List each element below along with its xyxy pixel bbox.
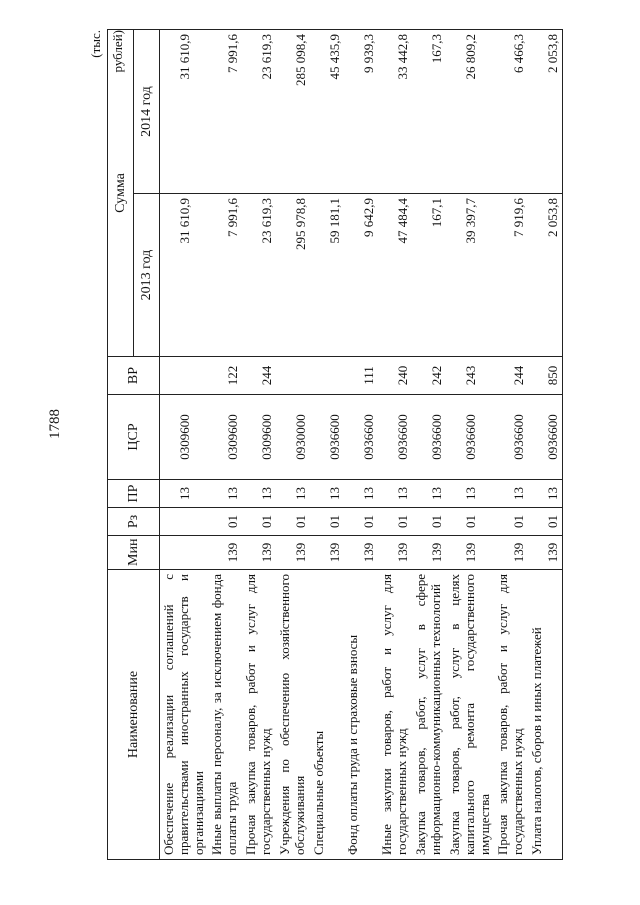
cell-name: Прочая закупка товаров, работ и услуг для государственных нужд: [242, 570, 276, 860]
table-row: [208, 30, 242, 860]
units-label: (тыс. рублей): [88, 30, 125, 73]
cell-y2014: 9 939,3: [344, 30, 378, 194]
budget-table-page: [85, 30, 640, 860]
cell-y2013: 59 181,1: [310, 194, 344, 357]
cell-y2014: 167,3: [412, 30, 446, 194]
cell-name: Иные закупки товаров, работ и услуг для государственных нужд: [378, 570, 412, 860]
table-row: [446, 30, 494, 860]
cell-y2013: 167,1: [412, 194, 446, 357]
cell-rz: 01: [528, 508, 563, 536]
cell-y2014: 33 442,8: [378, 30, 412, 194]
cell-vr: 240: [378, 357, 412, 395]
cell-name: Обеспечение реализации соглашений с правительствами иностранных государств и организациями: [160, 570, 209, 860]
cell-rz: [160, 508, 209, 536]
cell-csr: 0309600: [208, 395, 242, 480]
cell-csr: 0936600: [494, 395, 528, 480]
cell-min: 139: [378, 536, 412, 570]
cell-rz: 01: [378, 508, 412, 536]
cell-y2013: 23 619,3: [242, 194, 276, 357]
table-body: [160, 30, 563, 860]
header-csr: ЦСР: [108, 395, 160, 480]
cell-rz: 01: [344, 508, 378, 536]
table-row: [276, 30, 310, 860]
cell-csr: 0936600: [412, 395, 446, 480]
header-2014: 2014 год: [134, 30, 160, 194]
cell-name: Учреждения по обеспечению хозяйственного обслуживания: [276, 570, 310, 860]
table-row: [378, 30, 412, 860]
cell-min: 139: [344, 536, 378, 570]
cell-vr: 850: [528, 357, 563, 395]
cell-vr: 122: [208, 357, 242, 395]
cell-rz: 01: [412, 508, 446, 536]
cell-vr: 244: [242, 357, 276, 395]
cell-y2014: 26 809,2: [446, 30, 494, 194]
cell-rz: 01: [208, 508, 242, 536]
table-row: [494, 30, 528, 860]
cell-rz: 01: [310, 508, 344, 536]
table-row: [242, 30, 276, 860]
cell-csr: 0936600: [378, 395, 412, 480]
cell-y2013: 7 919,6: [494, 194, 528, 357]
cell-rz: 01: [494, 508, 528, 536]
cell-csr: 0309600: [160, 395, 209, 480]
cell-y2014: 23 619,3: [242, 30, 276, 194]
cell-vr: 244: [494, 357, 528, 395]
page-number: 1788: [47, 409, 63, 439]
cell-csr: 0309600: [242, 395, 276, 480]
cell-min: 139: [276, 536, 310, 570]
cell-name: Фонд оплаты труда и страховые взносы: [344, 570, 378, 860]
cell-rz: 01: [276, 508, 310, 536]
table-row: [412, 30, 446, 860]
cell-csr: 0936600: [344, 395, 378, 480]
cell-y2014: 285 098,4: [276, 30, 310, 194]
cell-name: Закупка товаров, работ, услуг в сфере информационно-коммуникационных технологий: [412, 570, 446, 860]
cell-name: Закупка товаров, работ, услуг в целях капитального ремонта государственного имущества: [446, 570, 494, 860]
table-row: [310, 30, 344, 860]
cell-y2013: 295 978,8: [276, 194, 310, 357]
cell-y2014: 2 053,8: [528, 30, 563, 194]
cell-min: 139: [208, 536, 242, 570]
cell-vr: 111: [344, 357, 378, 395]
cell-y2013: 39 397,7: [446, 194, 494, 357]
cell-min: 139: [310, 536, 344, 570]
cell-rz: 01: [446, 508, 494, 536]
cell-pr: 13: [208, 480, 242, 508]
cell-pr: 13: [276, 480, 310, 508]
cell-min: [160, 536, 209, 570]
cell-pr: 13: [378, 480, 412, 508]
header-rz: Рз: [108, 508, 160, 536]
header-sum: Сумма: [108, 30, 134, 357]
cell-y2014: 31 610,9: [160, 30, 209, 194]
header-vr: ВР: [108, 357, 160, 395]
cell-min: 139: [528, 536, 563, 570]
table-row: [528, 30, 563, 860]
table-row: [344, 30, 378, 860]
cell-pr: 13: [528, 480, 563, 508]
cell-csr: 0936600: [446, 395, 494, 480]
header-2013: 2013 год: [134, 194, 160, 357]
cell-min: 139: [494, 536, 528, 570]
cell-pr: 13: [412, 480, 446, 508]
cell-y2014: 7 991,6: [208, 30, 242, 194]
cell-y2014: 45 435,9: [310, 30, 344, 194]
cell-vr: [160, 357, 209, 395]
cell-name: Прочая закупка товаров, работ и услуг для государственных нужд: [494, 570, 528, 860]
cell-vr: 243: [446, 357, 494, 395]
cell-y2013: 9 642,9: [344, 194, 378, 357]
header-name: Наименование: [108, 570, 160, 860]
cell-name: Специальные объекты: [310, 570, 344, 860]
cell-pr: 13: [446, 480, 494, 508]
budget-table: [107, 29, 563, 860]
header-pr: ПР: [108, 480, 160, 508]
cell-pr: 13: [242, 480, 276, 508]
table-row: [160, 30, 209, 860]
cell-name: Уплата налогов, сборов и иных платежей: [528, 570, 563, 860]
cell-vr: [276, 357, 310, 395]
cell-csr: 0936600: [310, 395, 344, 480]
cell-y2013: 47 484,4: [378, 194, 412, 357]
header-min: Мин: [108, 536, 160, 570]
cell-vr: 242: [412, 357, 446, 395]
cell-pr: 13: [310, 480, 344, 508]
cell-pr: 13: [494, 480, 528, 508]
cell-min: 139: [412, 536, 446, 570]
cell-rz: 01: [242, 508, 276, 536]
cell-vr: [310, 357, 344, 395]
cell-csr: 0930000: [276, 395, 310, 480]
cell-min: 139: [242, 536, 276, 570]
cell-y2013: 31 610,9: [160, 194, 209, 357]
cell-y2013: 7 991,6: [208, 194, 242, 357]
cell-name: Иные выплаты персоналу, за исключением фонда оплаты труда: [208, 570, 242, 860]
cell-csr: 0936600: [528, 395, 563, 480]
cell-y2014: 6 466,3: [494, 30, 528, 194]
cell-min: 139: [446, 536, 494, 570]
cell-pr: 13: [160, 480, 209, 508]
cell-pr: 13: [344, 480, 378, 508]
cell-y2013: 2 053,8: [528, 194, 563, 357]
